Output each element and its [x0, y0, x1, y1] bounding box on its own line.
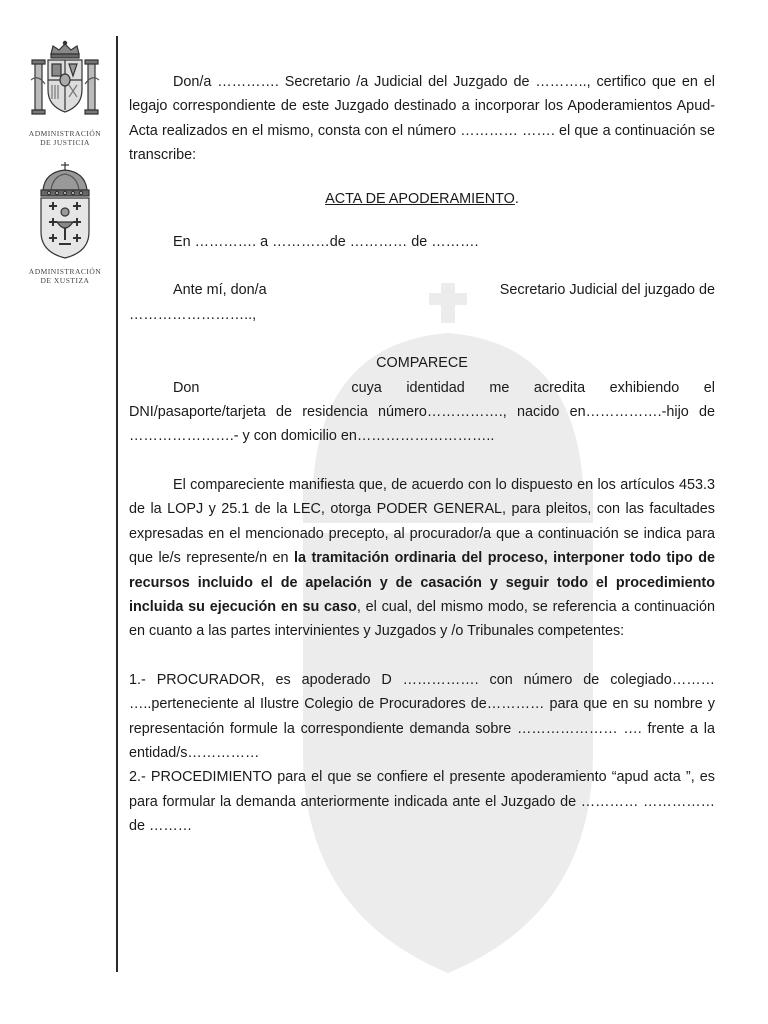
document-title — [129, 187, 715, 211]
caption-line: DE JUSTICIA — [40, 138, 90, 147]
manifiesta-paragraph — [129, 473, 715, 644]
ante-left: Ante mí, don/a — [173, 282, 267, 299]
title-text: ACTA DE APODERAMIENTO — [325, 190, 515, 207]
left-column — [0, 0, 118, 1024]
procedimiento-paragraph: 2.- PROCEDIMIENTO para el que se confiere el presente apoderamiento “apud acta ”, es para formular la demanda anteriormente indicada ante el Juzgado de ………… …………… de ……… — [129, 769, 715, 835]
caption-line: ADMINISTRACIÓN — [28, 267, 102, 276]
spain-coat-of-arms-emblem — [23, 40, 107, 147]
ante-line — [129, 278, 715, 302]
coat-of-arms-icon — [23, 40, 107, 122]
intro-paragraph: Don/a …………. Secretario /a Judicial del Juzgado de ……….., certifico que en el legajo correspondiente de este Juzgado destinado a incorporar los Apoderamientos Apud-Acta realizados en el mismo, consta con el número ………… ……. el que a continuación se transcribe: — [129, 74, 715, 164]
margin-rule — [116, 36, 118, 972]
date-line: En …………. a …………de ………… de ………. — [173, 234, 479, 251]
don-rest: cuya identidad me acredita exhibiendo el DNI/pasaporte/tarjeta de residencia número……………., nacido en…………….-hijo de ………………….- y con domicilio en……………………….. — [129, 379, 715, 445]
emblem-bottom-caption — [23, 267, 107, 285]
title-suffix: . — [514, 190, 519, 207]
comparece-heading: COMPARECE — [376, 355, 468, 372]
don-label: Don — [173, 379, 200, 396]
procurador-paragraph: 1.- PROCURADOR, es apoderado D ……………. con número de colegiado……… …..perteneciente al Ilustre Colegio de Procuradores de………… para que en su nombre y representación formule la correspondiente demanda sobre ………………… …. frente a la entidad/s…………… — [129, 671, 715, 761]
manifiesta-text-2: , el cual, del mismo modo, se referencia a continuación en cuanto a las partes intervinientes y Juzgados y /o Tribunales competentes: — [129, 598, 715, 640]
caption-line: ADMINISTRACIÓN — [28, 129, 102, 138]
manifiesta-text-1: El compareciente manifiesta que, de acuerdo con lo dispuesto en los artículos 453.3 de la LOPJ y 25.1 de la LEC, otorga PODER GENERAL, para pleitos, con las facultades expresadas en el mencionado precepto, al procurador/a que a continuación se indica para que le/s represente/n en — [129, 476, 715, 567]
galicia-coat-of-arms-emblem — [23, 160, 107, 285]
document-body — [129, 70, 715, 839]
emblem-top-caption — [23, 129, 107, 147]
don-paragraph — [129, 376, 715, 449]
galicia-coat-of-arms-icon — [23, 160, 107, 260]
ante-continuation: …………………….., — [129, 306, 257, 323]
manifiesta-bold-text: la tramitación ordinaria del proceso, interponer todo tipo de recursos incluido el de apelación y de casación y seguir todo el procedimiento incluida su ejecución en su caso — [129, 550, 715, 615]
ante-right: Secretario Judicial del juzgado de — [499, 282, 715, 299]
caption-line: DE XUSTIZA — [40, 276, 90, 285]
